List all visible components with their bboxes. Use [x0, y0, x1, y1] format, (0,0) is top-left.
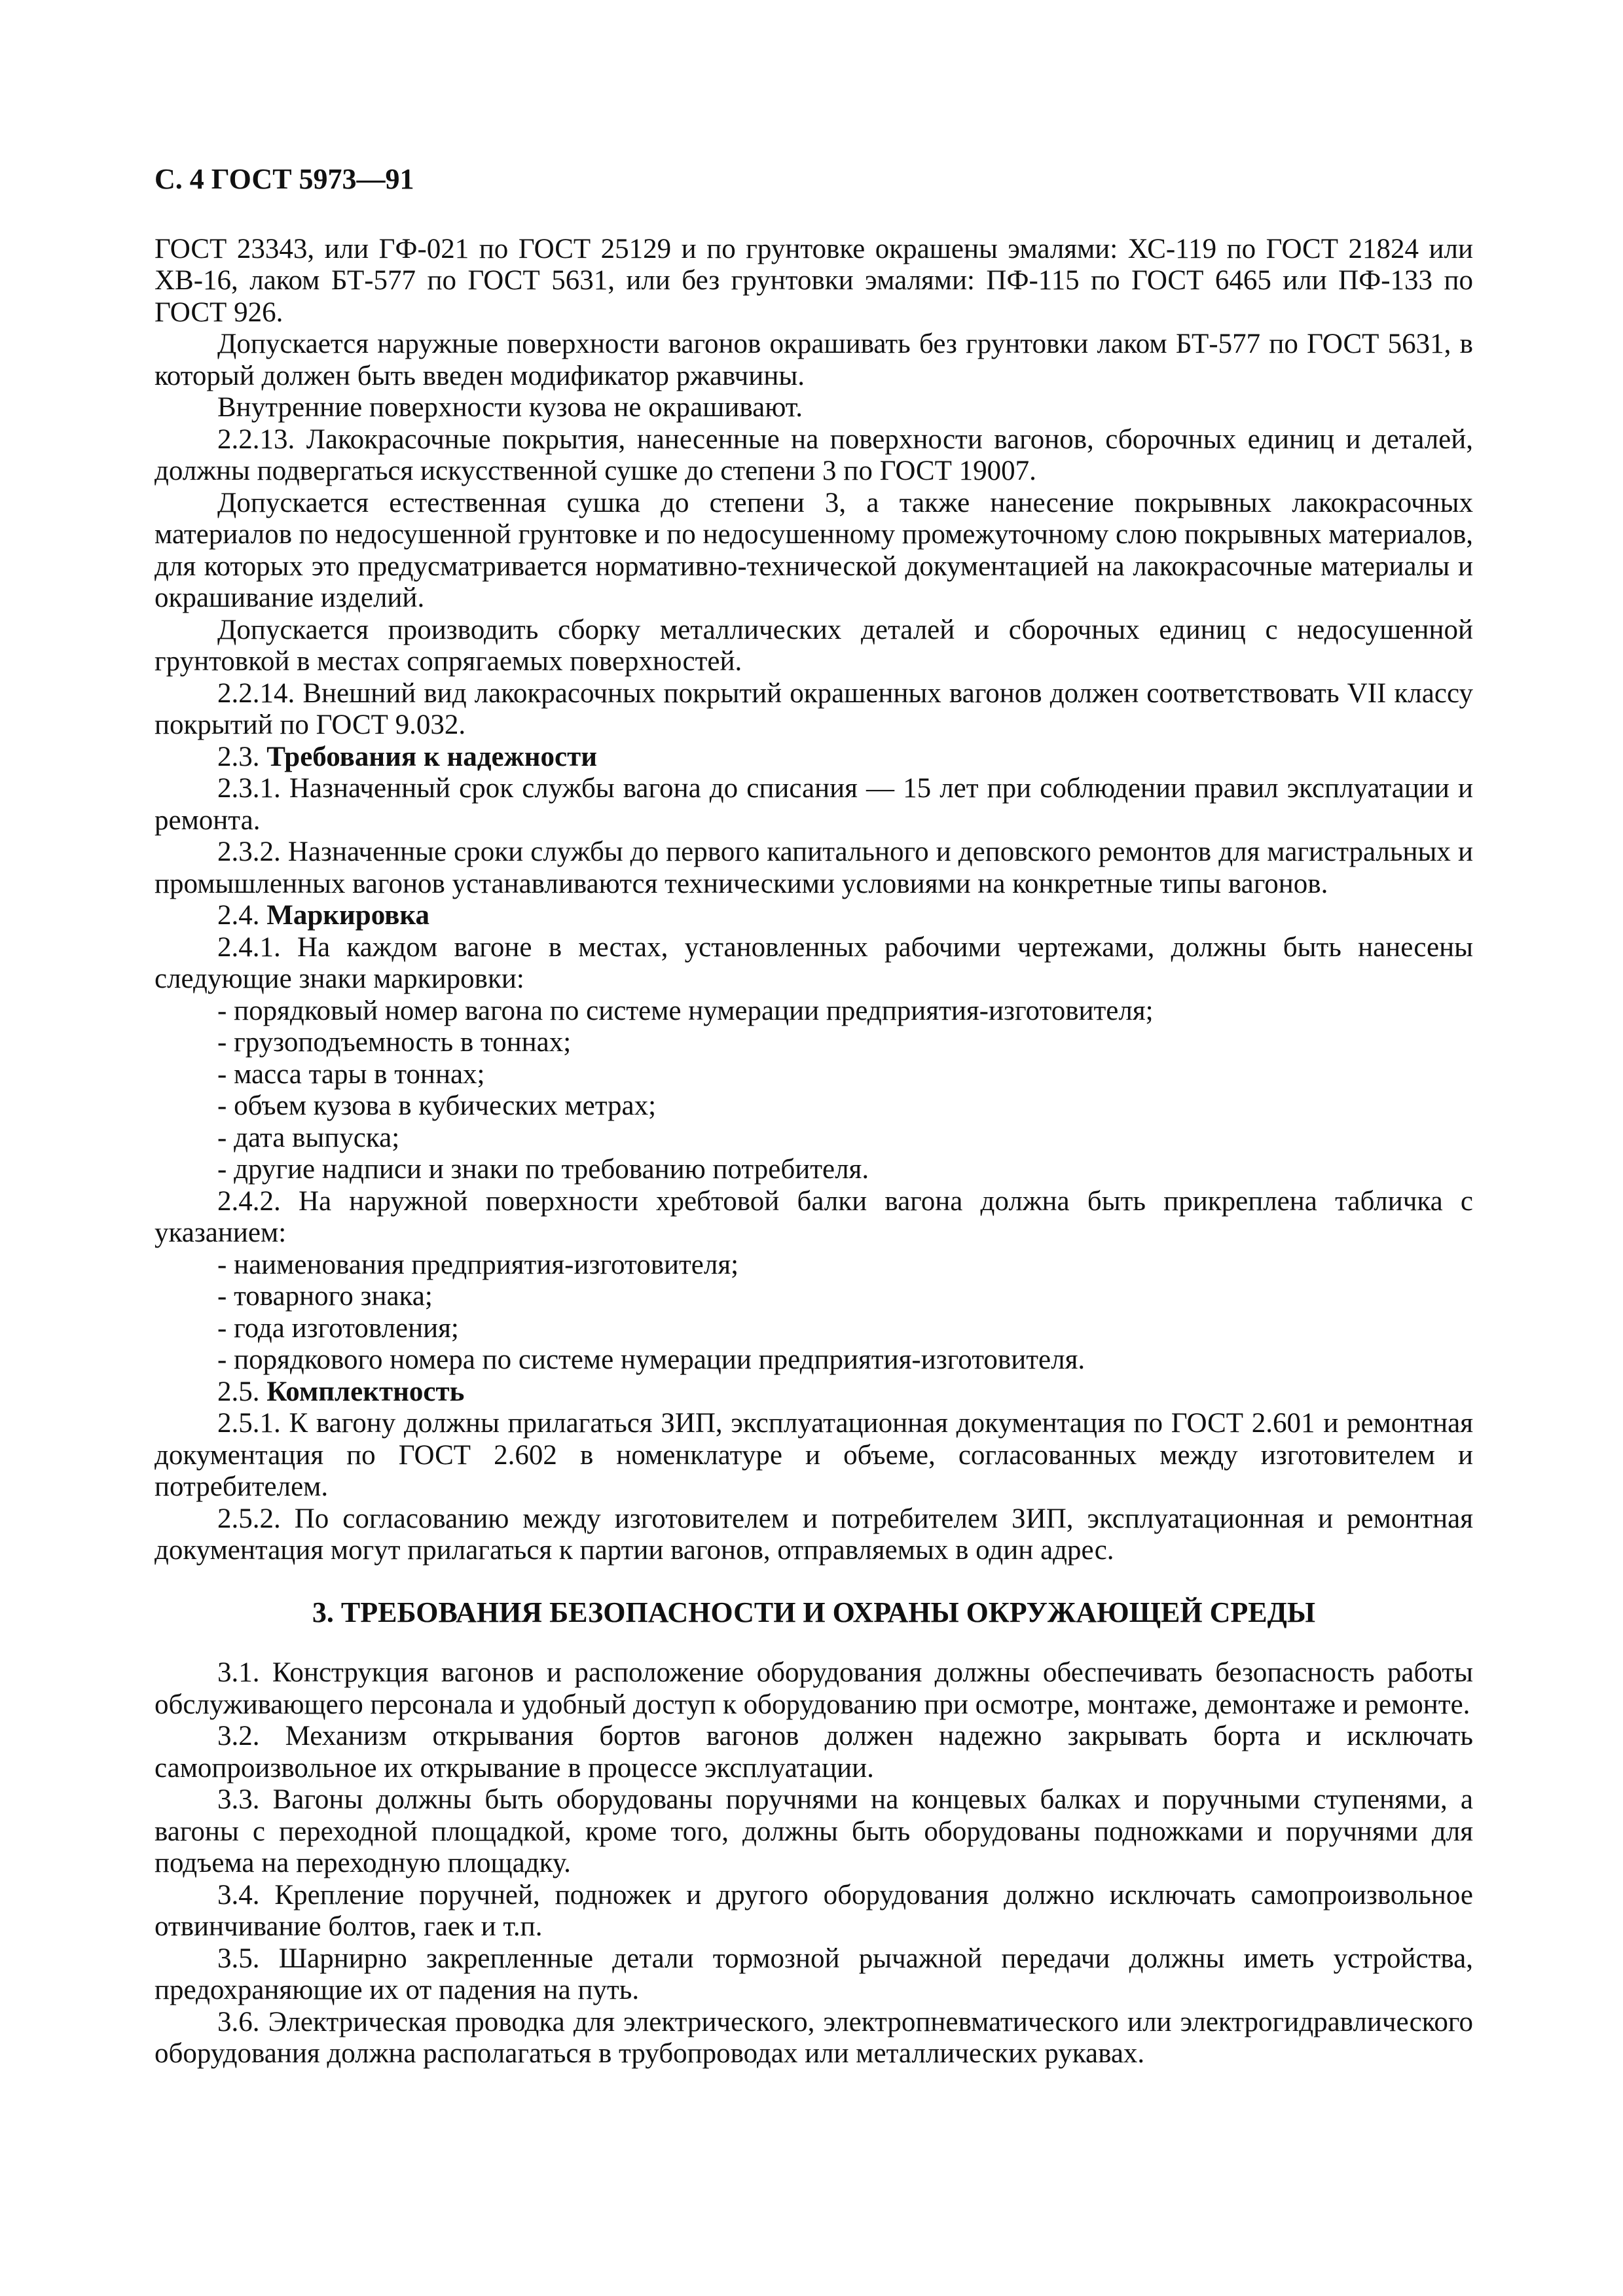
list-item: - грузоподъемность в тоннах; — [155, 1027, 1473, 1059]
paragraph: Допускается наружные поверхности вагонов окрашивать без грунтовки лаком БТ-577 по ГОСТ 5631, в который должен быть введен модификатор ржавчины. — [155, 329, 1473, 391]
paragraph: 3.2. Механизм открывания бортов вагонов должен надежно закрывать борта и исключать самопроизвольное их открывание в процессе эксплуатации. — [155, 1721, 1473, 1784]
list-item: - года изготовления; — [155, 1313, 1473, 1345]
paragraph: 3.6. Электрическая проводка для электрического, электропневматического или электрогидравлического оборудования должна располагаться в трубопроводах или металлических рукавах. — [155, 2006, 1473, 2069]
page-header: С. 4 ГОСТ 5973—91 — [155, 163, 414, 195]
paragraph: 3.5. Шарнирно закрепленные детали тормозной рычажной передачи должны иметь устройства, предохраняющие их от падения на путь. — [155, 1943, 1473, 2005]
list-item: - порядковый номер вагона по системе нумерации предприятия-изготовителя; — [155, 996, 1473, 1028]
paragraph: 3.3. Вагоны должны быть оборудованы поручнями на концевых балках и поручными ступенями, а вагоны с переходной площадкой, кроме того, должны быть оборудованы подножками и поручнями для подъема на переходную площадку. — [155, 1784, 1473, 1878]
paragraph: 3.1. Конструкция вагонов и расположение оборудования должны обеспечивать безопасность работы обслуживающего персонала и удобный доступ к оборудованию при осмотре, монтаже, демонтаже и ремонте. — [155, 1657, 1473, 1720]
section-heading-2-3 — [155, 742, 1473, 774]
section-number: 2.5. — [217, 1376, 260, 1407]
paragraph: 2.3.1. Назначенный срок службы вагона до списания — 15 лет при соблюдении правил эксплуатации и ремонта. — [155, 773, 1473, 836]
list-item: - другие надписи и знаки по требованию потребителя. — [155, 1154, 1473, 1186]
section-heading-2-5 — [155, 1376, 1473, 1408]
paragraph: 2.5.1. К вагону должны прилагаться ЗИП, эксплуатационная документация по ГОСТ 2.601 и ремонтная документация по ГОСТ 2.602 в номенклатуре и объеме, согласованных между изготовителем и потребителем. — [155, 1408, 1473, 1502]
paragraph: Внутренние поверхности кузова не окрашивают. — [217, 392, 803, 423]
section-title: Требования к надежности — [266, 741, 598, 772]
section-number: 2.3. — [217, 741, 260, 772]
list-item: - масса тары в тоннах; — [155, 1059, 1473, 1091]
list-item: - объем кузова в кубических метрах; — [155, 1090, 1473, 1122]
list-item: - товарного знака; — [155, 1281, 1473, 1313]
paragraph: 2.4.1. На каждом вагоне в местах, установленных рабочими чертежами, должны быть нанесены следующие знаки маркировки: — [155, 931, 1473, 994]
paragraph: 2.2.13. Лакокрасочные покрытия, нанесенные на поверхности вагонов, сборочных единиц и деталей, должны подвергаться искусственной сушке до степени 3 по ГОСТ 19007. — [155, 423, 1473, 486]
paragraph: 3.4. Крепление поручней, подножек и другого оборудования должно исключать самопроизвольное отвинчивание болтов, гаек и т.п. — [155, 1879, 1473, 1942]
paragraph: 2.2.14. Внешний вид лакокрасочных покрытий окрашенных вагонов должен соответствовать VII классу покрытий по ГОСТ 9.032. — [155, 677, 1473, 740]
list-item: - порядкового номера по системе нумерации предприятия-изготовителя. — [155, 1344, 1473, 1376]
list-item: - наименования предприятия-изготовителя; — [155, 1249, 1473, 1282]
paragraph: Допускается естественная сушка до степени 3, а также нанесение покрывных лакокрасочных материалов по недосушенной грунтовке и по недосушенному промежуточному слою покрывных материалов, для которых это предусматривается нормативно-технической документацией на лакокрасочные материалы и окрашивание изделий. — [155, 487, 1473, 613]
chapter-heading: 3. ТРЕБОВАНИЯ БЕЗОПАСНОСТИ И ОХРАНЫ ОКРУЖАЮЩЕЙ СРЕДЫ — [312, 1596, 1316, 1628]
paragraph: Допускается производить сборку металлических деталей и сборочных единиц с недосушенной грунтовкой в местах сопрягаемых поверхностей. — [155, 614, 1473, 677]
paragraph: 2.4.2. На наружной поверхности хребтовой балки вагона должна быть прикреплена табличка с указанием: — [155, 1185, 1473, 1248]
section-number: 2.4. — [217, 900, 260, 931]
paragraph: ГОСТ 23343, или ГФ-021 по ГОСТ 25129 и по грунтовке окрашены эмалями: ХС-119 по ГОСТ 21824 или ХВ-16, лаком БТ-577 по ГОСТ 5631, или без грунтовки эмалями: ПФ-115 по ГОСТ 6465 или ПФ-133 по ГОСТ 926. — [155, 233, 1473, 328]
list-item: - дата выпуска; — [155, 1122, 1473, 1155]
section-title: Комплектность — [266, 1376, 465, 1407]
section-heading-2-4 — [155, 900, 1473, 932]
document-page — [155, 164, 1473, 2070]
section-title: Маркировка — [266, 900, 429, 931]
paragraph: 2.3.2. Назначенные сроки службы до первого капитального и деповского ремонтов для магистральных и промышленных вагонов устанавливаются техническими условиями на конкретные типы вагонов. — [155, 836, 1473, 899]
paragraph: 2.5.2. По согласованию между изготовителем и потребителем ЗИП, эксплуатационная и ремонтная документация могут прилагаться к партии вагонов, отправляемых в один адрес. — [155, 1503, 1473, 1566]
